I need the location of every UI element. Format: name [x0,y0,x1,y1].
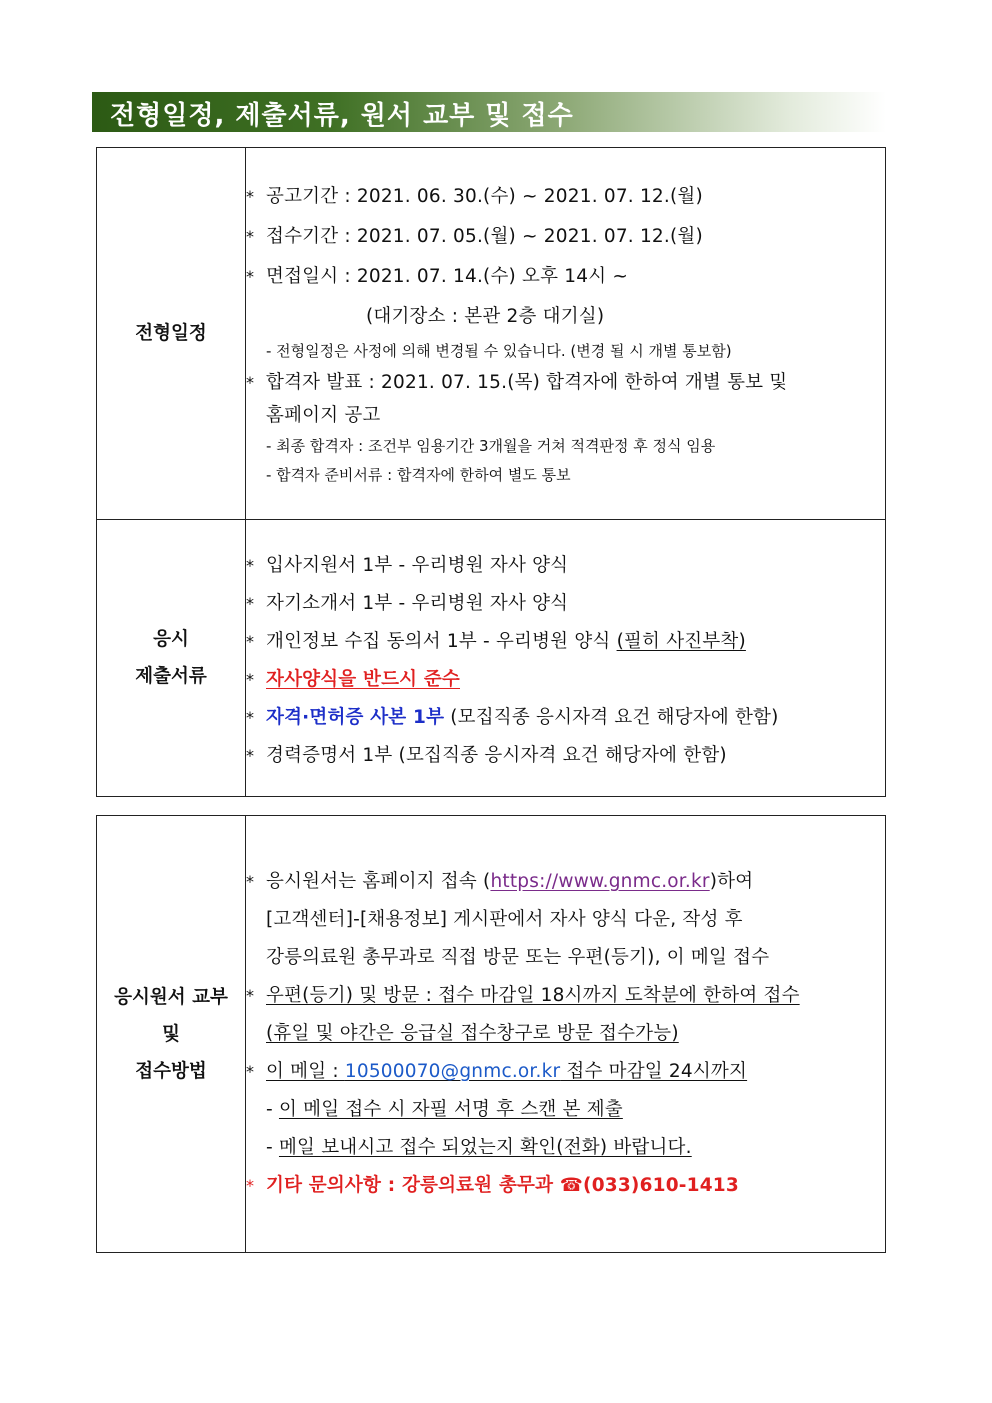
form-compliance-warning: 자사양식을 반드시 준수 [266,669,460,690]
dash: - [266,1099,279,1120]
bullet: * [246,267,255,286]
doc-item [246,547,885,585]
app-item-text: 이 메일 : [266,1061,345,1082]
bullet: * [246,1176,255,1195]
dash: - [266,1137,279,1158]
app-item-text: 메일 보내시고 접수 되었는지 확인(전화) 바랍니다. [278,1137,692,1158]
app-item-cont: 강릉의료원 총무과로 직접 방문 또는 우편(등기), 이 메일 접수 [266,947,770,968]
documents-label-line2: 제출서류 [135,666,207,687]
section-title-bar [92,92,886,132]
section-title: 전형일정, 제출서류, 원서 교부 및 접수 [110,101,574,131]
license-copy-item: 자격·면허증 사본 1부 [266,707,445,728]
homepage-link[interactable]: https://www.gnmc.or.kr [490,871,710,892]
announce-text: 공고기간 : 2021. 06. 30.(수) ~ 2021. 07. 12.(월) [266,186,703,207]
result-announcement [246,366,885,399]
bullet: * [246,872,255,891]
bullet: * [246,594,255,613]
app-item-text: )하여 [709,871,754,892]
contact-text: 기타 문의사항 : 강릉의료원 총무과 ☎(033)610-1413 [266,1175,739,1196]
doc-item-text: 개인정보 수집 동의서 1부 - 우리병원 양식 [266,631,617,652]
app-sub-item [246,1091,885,1129]
contact-line [246,1167,885,1205]
docs-note: - 합격자 준비서류 : 합격자에 한하여 별도 통보 [266,466,571,484]
app-item-text: 응시원서는 홈페이지 접속 ( [266,871,491,892]
receipt-text: 접수기간 : 2021. 07. 05.(월) ~ 2021. 07. 12.(월) [266,226,703,247]
interview-date [246,257,885,297]
change-note: - 전형일정은 사정에 의해 변경될 수 있습니다. (변경 될 시 개별 통보함) [266,342,732,360]
app-item-cont: [고객센터]-[채용정보] 게시판에서 자사 양식 다운, 작성 후 [266,909,743,930]
bullet: * [246,1062,255,1081]
interview-text: 면접일시 : 2021. 07. 14.(수) 오후 14시 ~ [266,266,629,287]
schedule-label [97,148,246,520]
doc-item [246,623,885,661]
documents-label [97,520,246,797]
bullet: * [246,187,255,206]
bullet: * [246,708,255,727]
app-item-cont [246,1015,885,1053]
application-label-line2: 및 [162,1023,180,1045]
schedule-documents-table [96,147,886,797]
bullet: * [246,227,255,246]
doc-item-text: 경력증명서 1부 (모집직종 응시자격 요건 해당자에 한함) [266,745,727,766]
photo-required-note: (필히 사진부착) [616,631,746,652]
bullet: * [246,670,255,689]
application-label [97,816,246,1253]
schedule-content [246,148,886,520]
result-text: 합격자 발표 : 2021. 07. 15.(목) 합격자에 한하여 개별 통보 및 [266,372,788,393]
application-label-line3: 접수방법 [135,1060,207,1082]
announce-period [246,177,885,217]
app-item-text: 접수 마감일 24시까지 [560,1061,748,1082]
app-item-text: 우편(등기) 및 방문 : 접수 마감일 18시까지 도착분에 한하여 접수 [266,985,800,1006]
app-item-text: 이 메일 접수 시 자필 서명 후 스캔 본 제출 [278,1099,623,1120]
app-item [246,863,885,901]
bullet: * [246,746,255,765]
documents-label-line1: 응시 [153,629,189,650]
doc-item-text: 자기소개서 1부 - 우리병원 자사 양식 [266,593,569,614]
receipt-period [246,217,885,257]
schedule-label-text: 전형일정 [135,323,207,344]
application-content [246,816,886,1253]
app-item-text: (휴일 및 야간은 응급실 접수창구로 방문 접수가능) [266,1023,679,1044]
email-link[interactable]: 10500070@gnmc.or.kr [344,1061,561,1082]
bullet: * [246,373,255,392]
app-item [246,977,885,1015]
application-label-line1: 응시원서 교부 [114,986,228,1008]
waiting-place: (대기장소 : 본관 2층 대기실) [366,306,605,327]
application-table [96,815,886,1253]
doc-item [246,585,885,623]
app-sub-item [246,1129,885,1167]
bullet: * [246,556,255,575]
doc-item-text: (모집직종 응시자격 요건 해당자에 한함) [444,707,779,728]
documents-content [246,520,886,797]
bullet: * [246,986,255,1005]
doc-item-text: 입사지원서 1부 - 우리병원 자사 양식 [266,555,569,576]
doc-item [246,661,885,699]
bullet: * [246,632,255,651]
final-note: - 최종 합격자 : 조건부 임용기간 3개월을 거쳐 적격판정 후 정식 임용 [266,437,716,455]
doc-item [246,737,885,775]
result-announcement-cont: 홈페이지 공고 [266,405,381,426]
doc-item [246,699,885,737]
app-item [246,1053,885,1091]
